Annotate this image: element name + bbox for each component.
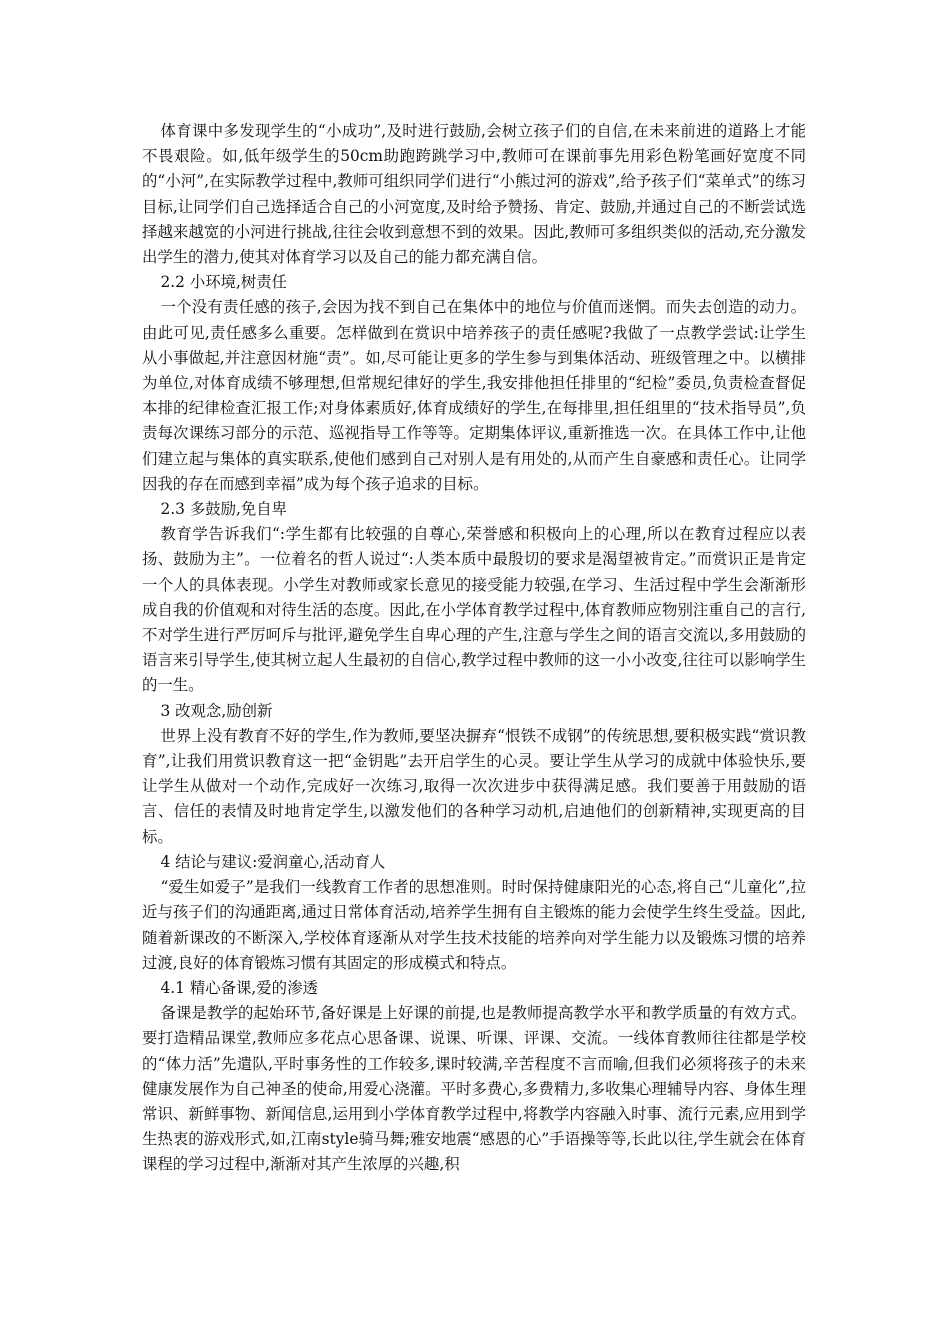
paragraph-lesson-prep: 备课是教学的起始环节,备好课是上好课的前提,也是教师提高教学水平和教学质量的有效方式。要打造精品课堂,教师应多花点心思备课、说课、听课、评课、交流。一线体育教师往往都是学校的“体力活”先遣队,平时事务性的工作较多,课时较满,辛苦程度不言而喻,但我们必须将孩子的未来健康发展作为自己神圣的使命,用爱心浇灌。平时多费心,多费精力,多收集心理辅导内容、身体生理常识、新鲜事物、新闻信息,运用到小学体育教学过程中,将教学内容融入时事、流行元素,应用到学生热衷的游戏形式,如,江南style骑马舞;雅安地震“感恩的心”手语操等等,长此以往,学生就会在体育课程的学习过程中,渐渐对其产生浓厚的兴趣,积: [142, 1004, 806, 1174]
paragraph-conclusion: “爱生如爱子”是我们一线教育工作者的思想准则。时时保持健康阳光的心态,将自己“儿童化”,拉近与孩子们的沟通距离,通过日常体育活动,培养学生拥有自主锻炼的能力会使学生终生受益。因此,随着新课改的不断深入,学校体育逐渐从对学生技术技能的培养向对学生能力以及锻炼习惯的培养过渡,良好的体育锻炼习惯有其固定的形成模式和特点。: [142, 878, 806, 972]
heading-2-2: 2.2 小环境,树责任: [160, 273, 288, 292]
paragraph-encouragement: 教育学告诉我们“:学生都有比较强的自尊心,荣誉感和积极向上的心理,所以在教育过程应以表扬、鼓励为主”。一位着名的哲人说过“:人类本质中最殷切的要求是渴望被肯定。”而赏识正是肯定一个人的具体表现。小学生对教师或家长意见的接受能力较强,在学习、生活过程中学生会渐渐形成自我的价值观和对待生活的态度。因此,在小学体育教学过程中,体育教师应物别注重自己的言行,不对学生进行严厉呵斥与批评,避免学生自卑心理的产生,注意与学生之间的语言交流以,多用鼓励的语言来引导学生,使其树立起人生最初的自信心,教学过程中教师的这一小小改变,往往可以影响学生的一生。: [142, 525, 806, 695]
heading-4-1: 4.1 精心备课,爱的渗透: [160, 978, 318, 997]
heading-2-3: 2.3 多鼓励,免自卑: [160, 500, 288, 519]
paragraph-responsibility: 一个没有责任感的孩子,会因为找不到自己在集体中的地位与价值而迷惘。而失去创造的动力。由此可见,责任感多么重要。怎样做到在赏识中培养孩子的责任感呢?我做了一点教学尝试:让学生从小事做起,并注意因材施“责”。如,尽可能让更多的学生参与到集体活动、班级管理之中。以横排为单位,对体育成绩不够理想,但常规纪律好的学生,我安排他担任排里的“纪检”委员,负责检查督促本排的纪律检查汇报工作;对身体素质好,体育成绩好的学生,在每排里,担任组里的“技术指导员”,负责每次课练习部分的示范、巡视指导工作等等。定期集体评议,重新推选一次。在具体工作中,让他们建立起与集体的真实联系,使他们感到自己对别人是有用处的,从而产生自豪感和责任心。让同学因我的存在而感到幸福”成为每个孩子追求的目标。: [142, 298, 806, 493]
heading-4: 4 结论与建议:爱润童心,活动育人: [160, 852, 386, 871]
paragraph-innovation: 世界上没有教育不好的学生,作为教师,要坚决摒弃“恨铁不成钢”的传统思想,要积极实践“赏识教育”,让我们用赏识教育这一把“金钥匙”去开启学生的心灵。要让学生从学习的成就中体验快乐,要让学生从做对一个动作,完成好一次练习,取得一次次进步中获得满足感。我们要善于用鼓励的语言、信任的表情及时地肯定学生,以激发他们的各种学习动机,启迪他们的创新精神,实现更高的目标。: [142, 726, 806, 846]
document-page: [142, 119, 806, 1178]
paragraph-small-success: 体育课中多发现学生的“小成功”,及时进行鼓励,会树立孩子们的自信,在未来前进的道路上才能不畏艰险。如,低年级学生的50cm助跑跨跳学习中,教师可在课前事先用彩色粉笔画好宽度不同的“小河”,在实际教学过程中,教师可组织同学们进行“小熊过河的游戏”,给予孩子们“菜单式”的练习目标,让同学们自己选择适合自己的小河宽度,及时给予赞扬、肯定、鼓励,并通过自己的不断尝试选择越来越宽的小河进行挑战,往往会收到意想不到的效果。因此,教师可多组织类似的活动,充分激发出学生的潜力,使其对体育学习以及自己的能力都充满自信。: [142, 122, 806, 267]
heading-3: 3 改观念,励创新: [160, 701, 273, 720]
